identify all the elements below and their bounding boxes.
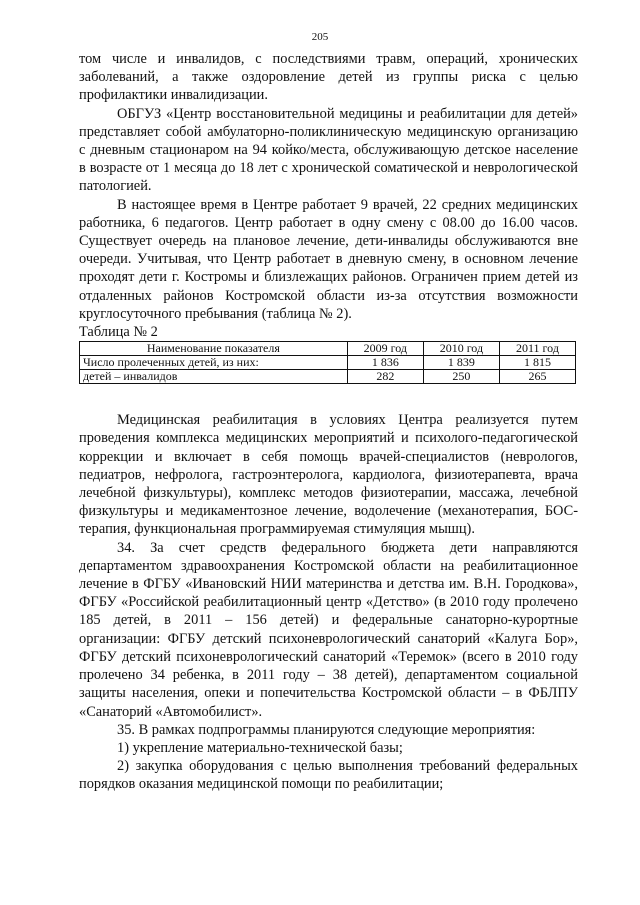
table-header-cell: 2010 год [423, 342, 499, 356]
page-content [79, 50, 578, 794]
paragraph: В настоящее время в Центре работает 9 врачей, 22 средних медицинских работника, 6 педагогов. Центр работает в одну смену с 08.00 до 16.00 часов. Существует очередь на плановое лечение, дети-инвалиды обслуживаются вне очереди. Учитывая, что Центр работает в дневную смену, в основном лечение проходят дети г. Костромы и близлежащих районов. Ограничен прием детей из отдаленных районов Костромской области из-за отсутствия возможности круглосуточного пребывания (таблица № 2). [79, 196, 578, 322]
table-cell: 1 836 [347, 356, 423, 370]
table-cell: детей – инвалидов [80, 370, 348, 384]
table-caption: Таблица № 2 [79, 324, 158, 341]
table-header-cell: 2011 год [499, 342, 575, 356]
table-cell: 1 815 [499, 356, 575, 370]
paragraph: том числе и инвалидов, с последствиями травм, операций, хронических заболеваний, а также оздоровление детей из группы риска с целью профилактики инвалидизации. [79, 51, 578, 104]
table-row [80, 356, 576, 370]
table-header-row [80, 342, 576, 356]
table-header-cell: 2009 год [347, 342, 423, 356]
paragraph: 2) закупка оборудования с целью выполнения требований федеральных порядков оказания медицинской помощи по реабилитации; [79, 758, 578, 793]
table-cell: 282 [347, 370, 423, 384]
table-header-cell: Наименование показателя [80, 342, 348, 356]
paragraph: 35. В рамках подпрограммы планируются следующие мероприятия: [117, 721, 536, 738]
paragraph: 1) укрепление материально-технической базы; [117, 739, 403, 756]
table-cell: 265 [499, 370, 575, 384]
paragraph: Медицинская реабилитация в условиях Центра реализуется путем проведения комплекса медицинских мероприятий и психолого-педагогической коррекции и включает в себя помощь врачей-специалистов (неврологов, педиатров, нефролога, гастроэнтеролога, кардиолога, физиотерапевта, врача лечебной физкультуры), комплекс методов физиотерапии, массажа, лечебной физкультуры и медикаментозное лечение, водолечение (механотерапия, БОС-терапия, функциональная программируемая стимуляция мышц). [79, 412, 578, 538]
page-number: 205 [311, 31, 329, 43]
paragraph: 34. За счет средств федерального бюджета дети направляются департаментом здравоохранения Костромской области на реабилитационное лечение в ФГБУ «Ивановский НИИ материнства и детства им. В.Н. Городкова», ФГБУ «Российской реабилитационный центр «Детство» (в 2010 году пролечено 185 детей, в 2011 – 156 детей) и федеральные санаторно-курортные организации: ФГБУ детский психоневрологический санаторий «Калуга Бор», ФГБУ детский психоневрологический санаторий «Теремок» (всего в 2010 году пролечено 34 ребенка, в 2011 году – 38 детей), департаментом социальной защиты населения, опеки и попечительства Костромской области – в ФБЛПУ «Санаторий «Автомобилист». [79, 539, 578, 720]
table-cell: 250 [423, 370, 499, 384]
statistics-table [79, 341, 576, 384]
table-cell: 1 839 [423, 356, 499, 370]
table-cell: Число пролеченных детей, из них: [80, 356, 348, 370]
table-row [80, 370, 576, 384]
paragraph: ОБГУЗ «Центр восстановительной медицины и реабилитации для детей» представляет собой амбулаторно-поликлиническую медицинскую организацию с дневным стационаром на 94 койко/места, обслуживающую детское население в возрасте от 1 месяца до 18 лет с хронической соматической и неврологической патологией. [79, 105, 578, 195]
